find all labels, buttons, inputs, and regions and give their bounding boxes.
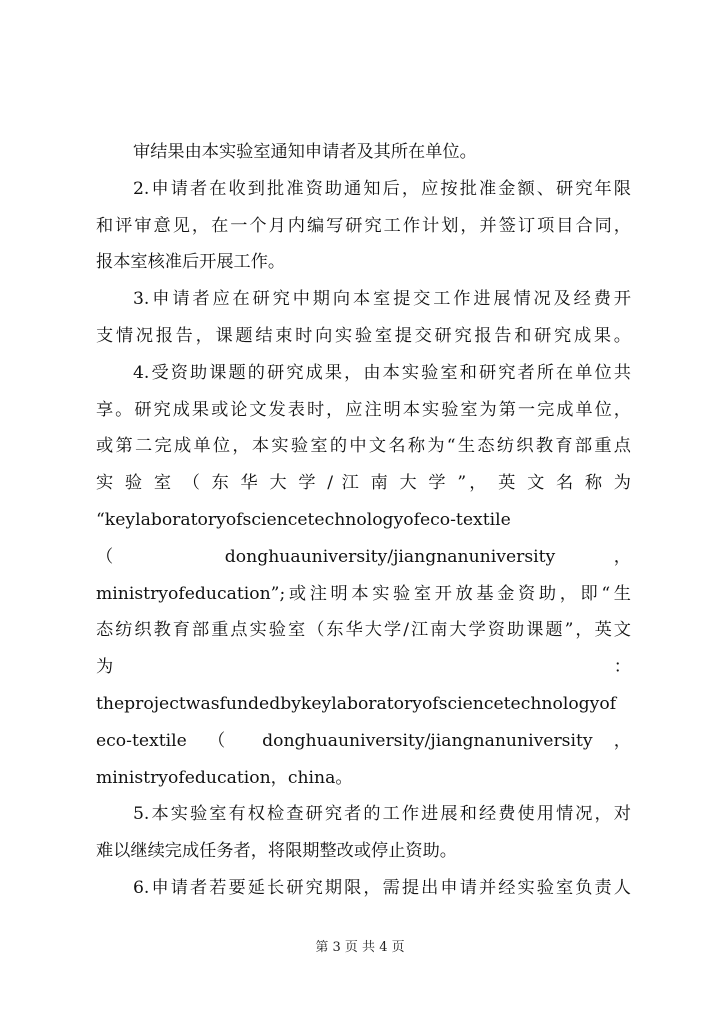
text-line: 审结果由本实验室通知申请者及其所在单位。 [133, 142, 477, 162]
text-line: 或第二完成单位，本实验室的中文名称为“生态纺织教育部重点 [96, 436, 631, 457]
text-line: 难以继续完成任务者，将限期整改或停止资助。 [96, 841, 457, 862]
text-line: ministryofeducation”;或注明本实验室开放基金资助，即“生 [96, 583, 631, 604]
text-line: 享。研究成果或论文发表时，应注明本实验室为第一完成单位， [96, 399, 631, 420]
text-line: theprojectwasfundedbykeylaboratoryofsciencetechnologyof [96, 693, 617, 714]
text-line: 和评审意见，在一个月内编写研究工作计划，并签订项目合同， [96, 215, 631, 236]
text-line: eco-textile （ donghuauniversity/jiangnanuniversity ， [96, 730, 631, 751]
body-text [96, 134, 631, 907]
text-line: 态纺织教育部重点实验室（东华大学/江南大学资助课题”，英文 [96, 620, 631, 641]
text-line: 6.申请者若要延长研究期限，需提出申请并经实验室负责人 [133, 877, 631, 898]
text-line: “keylaboratoryofsciencetechnologyofeco-textile [96, 509, 511, 530]
text-line: 实 验 室 （ 东 华 大 学 / 江 南 大 学 ”， 英 文 名 称 为 [96, 473, 631, 494]
text-line: 为 ： [96, 657, 631, 678]
text-line: 报本室核准后开展工作。 [96, 252, 286, 273]
text-line: 3.申请者应在研究中期向本室提交工作进展情况及经费开 [133, 289, 631, 310]
text-line: 2.申请者在收到批准资助通知后，应按批准金额、研究年限 [133, 178, 631, 199]
text-line: （ donghuauniversity/jiangnanuniversity ， [96, 546, 631, 567]
text-line: ministryofeducation，china。 [96, 767, 353, 788]
page-number-footer: 第 3 页 共 4 页 [315, 940, 405, 955]
text-line: 5.本实验室有权检查研究者的工作进展和经费使用情况，对 [133, 804, 631, 825]
text-line: 4.受资助课题的研究成果，由本实验室和研究者所在单位共 [133, 362, 631, 383]
text-line: 支情况报告，课题结束时向实验室提交研究报告和研究成果。 [96, 325, 631, 346]
